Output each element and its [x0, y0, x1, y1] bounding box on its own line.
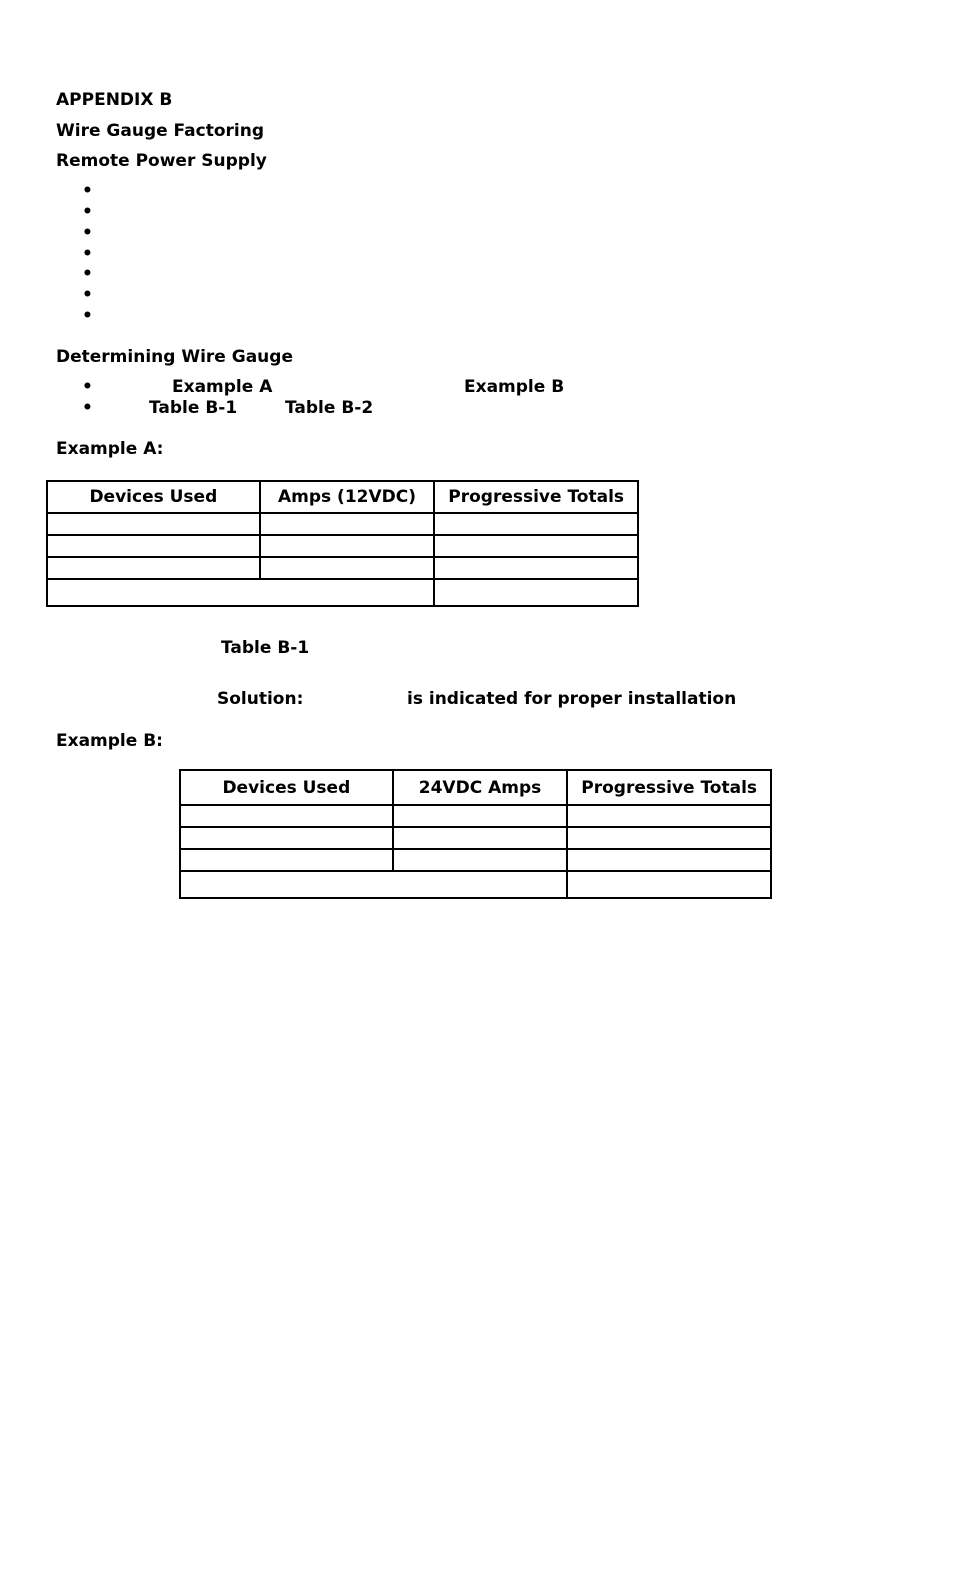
table-cell [47, 579, 434, 606]
table-header-row [180, 770, 771, 805]
table-cell [260, 535, 435, 557]
example-a-reference: Example A [172, 377, 273, 397]
list-item [82, 285, 90, 293]
table-cell [180, 871, 567, 898]
list-item [82, 244, 90, 252]
column-header-devices: Devices Used [47, 481, 260, 513]
table-b2-reference: Table B-2 [285, 398, 374, 418]
list-item [82, 223, 90, 231]
table-cell [393, 805, 568, 827]
table-cell [434, 513, 638, 535]
table-cell [434, 579, 638, 606]
example-a-label: Example A: [56, 439, 164, 459]
determining-heading: Determining Wire Gauge [56, 347, 293, 367]
list-item [82, 377, 90, 385]
table-row [47, 535, 638, 557]
column-header-amps: Amps (12VDC) [260, 481, 435, 513]
subsection-title: Remote Power Supply [56, 151, 267, 171]
table-cell [47, 513, 260, 535]
table-cell [567, 805, 771, 827]
table-cell [180, 827, 393, 849]
column-header-totals: Progressive Totals [567, 770, 771, 805]
table-row [180, 849, 771, 871]
column-header-totals: Progressive Totals [434, 481, 638, 513]
table-cell [180, 849, 393, 871]
table-row [47, 557, 638, 579]
table-cell [260, 557, 435, 579]
table-row [180, 805, 771, 827]
table-cell [47, 535, 260, 557]
table-total-row [180, 871, 771, 898]
table-b1-reference: Table B-1 [149, 398, 238, 418]
table-cell [47, 557, 260, 579]
table-total-row [47, 579, 638, 606]
table-cell [567, 849, 771, 871]
table-cell [567, 871, 771, 898]
solution-label: Solution: [217, 689, 304, 709]
list-item [82, 306, 90, 314]
column-header-amps: 24VDC Amps [393, 770, 568, 805]
table-cell [393, 849, 568, 871]
solution-text: is indicated for proper installation [407, 689, 737, 709]
table-cell [260, 513, 435, 535]
list-item [82, 264, 90, 272]
table-cell [180, 805, 393, 827]
table-cell [434, 535, 638, 557]
table-caption: Table B-1 [221, 638, 310, 658]
example-a-table [46, 480, 639, 607]
table-row [180, 827, 771, 849]
list-item [82, 398, 90, 406]
example-b-reference: Example B [464, 377, 565, 397]
list-item [82, 181, 90, 189]
table-row [47, 513, 638, 535]
column-header-devices: Devices Used [180, 770, 393, 805]
example-b-label: Example B: [56, 731, 163, 751]
table-header-row [47, 481, 638, 513]
example-b-table [179, 769, 772, 899]
table-cell [567, 827, 771, 849]
table-cell [434, 557, 638, 579]
table-cell [393, 827, 568, 849]
appendix-title: APPENDIX B [56, 90, 173, 110]
section-title: Wire Gauge Factoring [56, 121, 265, 141]
list-item [82, 202, 90, 210]
